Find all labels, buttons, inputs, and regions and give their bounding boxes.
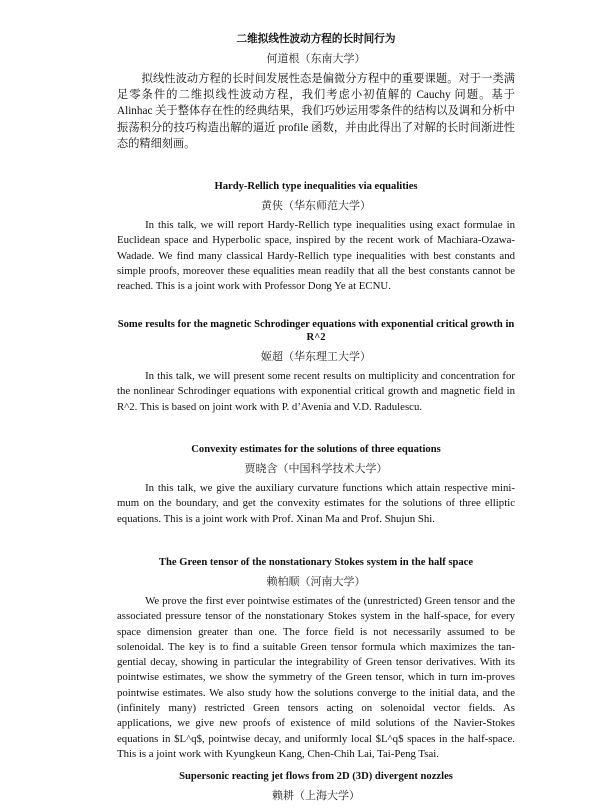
talk-entry [117, 180, 515, 305]
talk-entry [117, 443, 515, 538]
talk-title: Some results for the magnetic Schrodinger equations with exponential critical growth in R^2 [117, 319, 515, 343]
talk-title: Hardy-Rellich type inequalities via equalities [214, 181, 418, 192]
talk-abstract: In this talk, we will report Hardy-Rellich type inequalities using exact formulae in Euclidean space and Hyperbolic space, inspired by the recent work of Machiara-Ozawa-Wadade. We find many classical Hardy-Rellich type inequalities with best constants and simple proofs, moreover these equalities mean readily that all the best constants cannot be reached. This is a joint work with Professor Dong Ye at ECNU. [117, 219, 515, 293]
talk-title: Supersonic reacting jet flows from 2D (3D) divergent nozzles [179, 771, 453, 782]
talk-entry [117, 318, 515, 426]
talk-title: Convexity estimates for the solutions of three equations [191, 444, 441, 455]
talk-speaker: 黄侠（华东师范大学） [261, 200, 371, 212]
talk-abstract: In this talk, we will present some recent results on multiplicity and concentration for the nonlinear Schrodinger equations with exponential critical growth and magnetic field in R^2. This is based on joint work with P. d’Avenia and V.D. Radulescu. [117, 370, 515, 413]
talk-entry [117, 770, 515, 803]
talk-abstract: We prove the first ever pointwise estimates of the (unrestricted) Green tensor and the associated pressure tensor of the nonstationary Stokes system in the half-space, for every space dimension greater than one. The force field is not necessarily assumed to be solenoidal. The key is to find a suitable Green tensor formula which maximizes the tan-gential decay, showing in particular the integrability of Green tensor derivatives. With its pointwise estimates, we show the symmetry of the Green tensor, which in turn im-proves pointwise estimates. We also study how the solutions converge to the initial data, and the (infinitely many) restricted Green tensors acting on solenoidal vector fields. As applications, we give new proofs of existence of mild solutions of the Navier-Stokes equations in $L^q$, pointwise decay, and uniformly local $L^q$ spaces in the half-space. This is a joint work with Kyungkeun Kang, Chen-Chih Lai, Tai-Peng Tsai. [117, 595, 515, 760]
talk-speaker: 赖耕（上海大学） [272, 790, 360, 802]
talk-abstract: 拟线性波动方程的长时间发展性态是偏微分方程中的重要课题。对于一类满足零条件的二维拟线性波动方程，我们考虑小初值解的 Cauchy 问题。基于 Alinhac 关于整体存在性的经典结果，我们巧妙运用零条件的结构以及调和分析中振荡积分的技巧构造出解的逼近 profile 函数，并由此得出了对解的长时间渐进性态的精细刻画。 [117, 73, 515, 150]
talk-speaker: 贾晓含（中国科学技术大学） [244, 463, 388, 475]
talk-speaker: 何道根（东南大学） [266, 53, 366, 65]
talk-abstract: In this talk, we give the auxiliary curvature functions which attain respective mini-mum on the boundary, and get the convexity estimates for the solutions of three elliptic equations. This is a joint work with Prof. Xinan Ma and Prof. Shujun Shi. [117, 482, 515, 525]
talk-entry [117, 33, 515, 163]
talk-title: 二维拟线性波动方程的长时间行为 [236, 34, 396, 45]
talk-entry [117, 556, 515, 773]
talk-title: The Green tensor of the nonstationary Stokes system in the half space [158, 557, 474, 568]
talk-speaker: 姬超（华东理工大学） [261, 351, 371, 363]
talk-speaker: 赖柏顺（河南大学） [266, 576, 366, 588]
